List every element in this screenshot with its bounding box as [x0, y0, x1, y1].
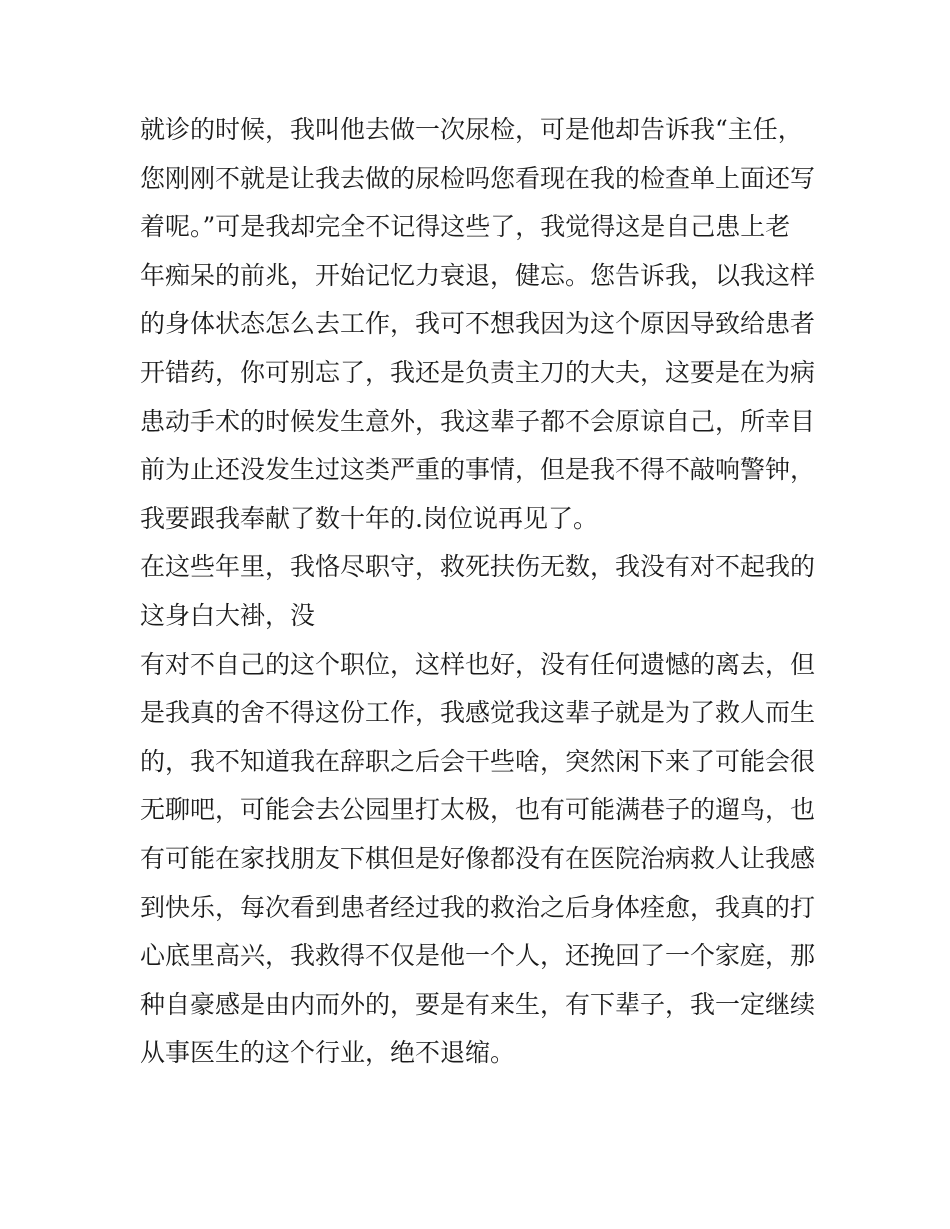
- text-line: 年痴呆的前兆，开始记忆力衰退，健忘。您告诉我，以我这样: [140, 260, 816, 290]
- text-line: 在这些年里，我恪尽职守，救死扶伤无数，我没有对不起我的: [140, 552, 816, 582]
- text-line: 从事医生的这个行业，绝不退缩。: [140, 1038, 516, 1068]
- text-line: 着呢。”可是我却完全不记得这些了，我觉得这是自己患上老: [140, 212, 791, 242]
- text-line: 您刚刚不就是让我去做的尿检吗您看现在我的检查单上面还写: [140, 163, 816, 193]
- text-line: 种自豪感是由内而外的，要是有来生，有下辈子，我一定继续: [140, 989, 816, 1019]
- text-line: 无聊吧，可能会去公园里打太极，也有可能满巷子的遛鸟，也: [140, 795, 816, 825]
- text-line: 开错药，你可别忘了，我还是负责主刀的大夫，这要是在为病: [140, 357, 816, 387]
- text-line: 患动手术的时候发生意外，我这辈子都不会原谅自己，所幸目: [140, 406, 816, 436]
- text-line: 有对不自己的这个职位，这样也好，没有任何遗憾的离去，但: [140, 649, 816, 679]
- body-text: [140, 106, 820, 1078]
- text-line: 的身体状态怎么去工作，我可不想我因为这个原因导致给患者: [140, 309, 816, 339]
- text-line: 前为止还没发生过这类严重的事情，但是我不得不敲响警钟，: [140, 455, 816, 485]
- text-line: 心底里高兴，我救得不仅是他一个人，还挽回了一个家庭，那: [140, 941, 816, 971]
- text-line: 的，我不知道我在辞职之后会干些啥，突然闲下来了可能会很: [140, 746, 816, 776]
- text-line: 到快乐，每次看到患者经过我的救治之后身体痊愈，我真的打: [140, 892, 816, 922]
- text-line: 这身白大褂，没: [140, 600, 316, 630]
- text-line: 就诊的时候，我叫他去做一次尿检，可是他却告诉我“主任，: [140, 115, 803, 144]
- text-line: 有可能在家找朋友下棋但是好像都没有在医院治病救人让我感: [140, 843, 816, 873]
- text-line: 我要跟我奉献了数十年的.岗位说再见了。: [140, 503, 598, 533]
- text-line: 是我真的舍不得这份工作，我感觉我这辈子就是为了救人而生: [140, 698, 816, 728]
